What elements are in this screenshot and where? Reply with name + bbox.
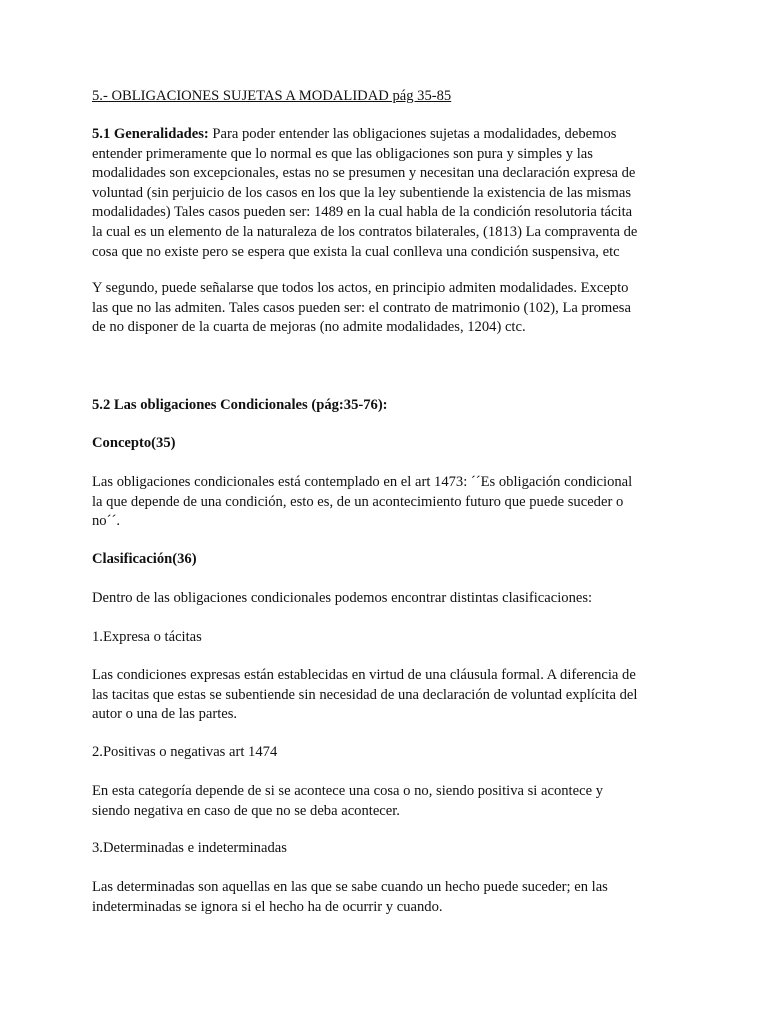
clasificacion-1-paragraph [92, 666, 682, 725]
section-5-2-heading-text: 5.2 Las obligaciones Condicionales (pág:35-76): [92, 397, 388, 413]
concepto-paragraph [92, 473, 682, 532]
text-line: autor o una de las partes. [92, 706, 238, 723]
clasificacion-1-title: 1.Expresa o tácitas [92, 629, 202, 645]
concepto-heading [92, 434, 682, 454]
text-line: En esta categoría depende de si se acontece una cosa o no, siendo positiva si acontece y [92, 783, 603, 799]
concepto-heading-text: Concepto(35) [92, 435, 176, 451]
text-line: voluntad (sin perjuicio de los casos en los que la ley subentiende la existencia de las mismas [92, 184, 632, 201]
text-line: la cual es un elemento de la naturaleza de los contratos bilaterales, (1813) La compraventa de [92, 223, 638, 240]
text-line: las que no las admiten. Tales casos pueden ser: el contrato de matrimonio (102), La promesa [92, 299, 631, 316]
text-line: Las obligaciones condicionales está contemplado en el art 1473: ´´Es obligación condicional [92, 474, 633, 490]
text-line: siendo negativa en caso de que no se deba acontecer. [92, 802, 400, 819]
text-line: modalidades) Tales casos pueden ser: 1489 en la cual habla de la condición resolutoria tácita [92, 204, 633, 221]
text-line: de no disponer de la cuarta de mejoras (no admite modalidades, 1204) ctc. [92, 319, 526, 336]
text-line: Y segundo, puede señalarse que todos los actos, en principio admiten modalidades. Excepto [92, 280, 629, 296]
text-line: cosa que no existe pero se espera que exista la cual conlleva una condición suspensiva, etc [92, 243, 620, 260]
clasificacion-heading-text: Clasificación(36) [92, 551, 197, 567]
document-title: 5.- OBLIGACIONES SUJETAS A MODALIDAD pág 35-85 [92, 88, 452, 104]
text-line: Las determinadas son aquellas en las que se sabe cuando un hecho puede suceder; en las [92, 879, 608, 895]
text-line: las tacitas que estas se subentiende sin necesidad de una declaración de voluntad explícita del [92, 686, 638, 703]
text-line: Las condiciones expresas están establecidas en virtud de una cláusula formal. A diferencia de [92, 667, 636, 683]
section-5-1-heading: 5.1 Generalidades: [92, 126, 209, 142]
text-line: no´´. [92, 513, 120, 530]
clasificacion-2-paragraph [92, 782, 682, 821]
section-5-1-paragraph-2 [92, 279, 682, 338]
text-line: entender primeramente que lo normal es que las obligaciones son pura y simples y las [92, 145, 593, 162]
clasificacion-2-title: 2.Positivas o negativas art 1474 [92, 744, 278, 760]
section-5-2-heading [92, 396, 682, 416]
clasificacion-3-title: 3.Determinadas e indeterminadas [92, 840, 287, 856]
text-line: Para poder entender las obligaciones sujetas a modalidades, debemos [208, 126, 617, 142]
clasificacion-intro: Dentro de las obligaciones condicionales podemos encontrar distintas clasificaciones: [92, 590, 593, 606]
text-line: indeterminadas se ignora si el hecho ha de ocurrir y cuando. [92, 898, 443, 915]
clasificacion-heading [92, 550, 682, 570]
clasificacion-3-paragraph [92, 878, 682, 917]
text-line: la que depende de una condición, esto es, de un acontecimiento futuro que puede suceder o [92, 493, 624, 510]
section-5-1-paragraph-1 [92, 125, 682, 262]
text-line: modalidades son excepcionales, estas no se presumen y necesitan una declaración expresa de [92, 165, 636, 182]
